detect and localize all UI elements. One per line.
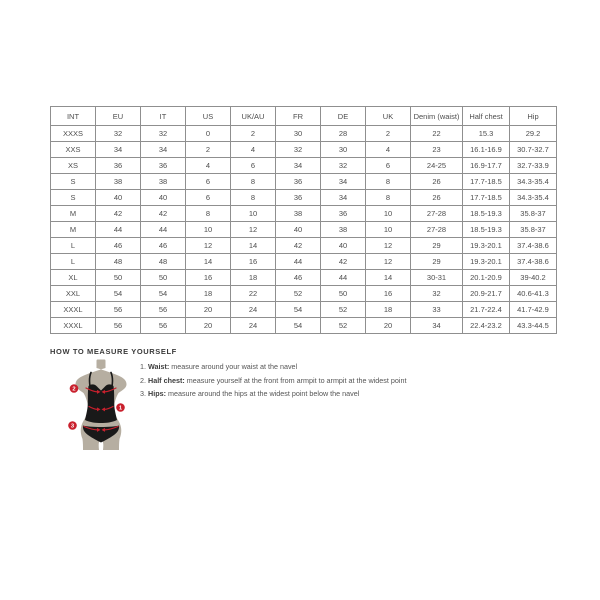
table-cell: 34	[321, 190, 366, 206]
table-cell: 24	[231, 302, 276, 318]
table-cell: 48	[96, 254, 141, 270]
column-header: EU	[96, 107, 141, 126]
table-cell: 44	[321, 270, 366, 286]
table-row	[51, 142, 557, 158]
table-cell: XXL	[51, 286, 96, 302]
table-cell: L	[51, 254, 96, 270]
table-cell: 44	[141, 222, 186, 238]
step-term: Half chest:	[148, 375, 185, 385]
step-term: Hips:	[148, 389, 166, 398]
table-cell: 32	[96, 126, 141, 142]
measurement-figure	[64, 358, 132, 454]
table-cell: 46	[276, 270, 321, 286]
measure-step	[140, 363, 470, 371]
table-cell: 43.3-44.5	[510, 318, 557, 334]
table-cell: 16.1-16.9	[463, 142, 510, 158]
table-cell: 34	[96, 142, 141, 158]
table-cell: 20.1-20.9	[463, 270, 510, 286]
table-cell: XXS	[51, 142, 96, 158]
table-cell: 54	[96, 286, 141, 302]
table-cell: 22	[411, 126, 463, 142]
table-row	[51, 190, 557, 206]
table-cell: 12	[186, 238, 231, 254]
table-cell: 34.3-35.4	[510, 174, 557, 190]
table-cell: 30-31	[411, 270, 463, 286]
table-cell: 56	[141, 318, 186, 334]
table-cell: XS	[51, 158, 96, 174]
table-cell: XL	[51, 270, 96, 286]
table-row	[51, 286, 557, 302]
table-cell: 30	[276, 126, 321, 142]
table-cell: 32	[141, 126, 186, 142]
column-header: UK/AU	[231, 107, 276, 126]
table-cell: 0	[186, 126, 231, 142]
table-cell: 32	[276, 142, 321, 158]
table-cell: 22.4-23.2	[463, 318, 510, 334]
table-cell: 38	[321, 222, 366, 238]
table-row	[51, 318, 557, 334]
measure-steps	[140, 363, 470, 404]
table-cell: 36	[321, 206, 366, 222]
size-table-head-row	[51, 107, 557, 126]
measure-step	[140, 377, 470, 385]
table-cell: 6	[366, 158, 411, 174]
table-row	[51, 206, 557, 222]
table-cell: 46	[141, 238, 186, 254]
table-cell: 20.9-21.7	[463, 286, 510, 302]
chest-badge-number: 2	[72, 386, 76, 393]
table-cell: 12	[366, 254, 411, 270]
table-cell: 54	[276, 302, 321, 318]
table-cell: 10	[186, 222, 231, 238]
column-header: IT	[141, 107, 186, 126]
table-cell: 33	[411, 302, 463, 318]
table-cell: 6	[186, 190, 231, 206]
table-cell: 6	[231, 158, 276, 174]
column-header: Half chest	[463, 107, 510, 126]
step-number: 2.	[140, 375, 148, 385]
table-cell: 18.5-19.3	[463, 222, 510, 238]
table-cell: 54	[141, 286, 186, 302]
table-cell: 44	[96, 222, 141, 238]
step-number: 3.	[140, 389, 148, 398]
table-cell: 42	[96, 206, 141, 222]
size-table-body	[51, 126, 557, 334]
table-cell: 26	[411, 174, 463, 190]
step-text: measure around the hips at the widest point below the navel	[165, 389, 360, 398]
table-cell: 16.9-17.7	[463, 158, 510, 174]
table-row	[51, 254, 557, 270]
waist-badge-number: 1	[118, 405, 123, 412]
table-cell: 42	[321, 254, 366, 270]
measure-step	[140, 390, 470, 398]
table-cell: 10	[366, 222, 411, 238]
table-cell: S	[51, 190, 96, 206]
table-row	[51, 174, 557, 190]
size-table-section	[50, 106, 556, 334]
table-cell: 29	[411, 238, 463, 254]
table-cell: 40	[276, 222, 321, 238]
table-cell: 4	[366, 142, 411, 158]
table-cell: 34.3-35.4	[510, 190, 557, 206]
table-cell: 20	[366, 318, 411, 334]
table-cell: 32	[321, 158, 366, 174]
table-cell: 34	[141, 142, 186, 158]
table-cell: 39-40.2	[510, 270, 557, 286]
table-cell: 15.3	[463, 126, 510, 142]
table-cell: 19.3-20.1	[463, 254, 510, 270]
table-cell: 35.8-37	[510, 222, 557, 238]
table-cell: XXXS	[51, 126, 96, 142]
step-term: Waist:	[148, 362, 170, 371]
table-cell: 26	[411, 190, 463, 206]
table-cell: 24-25	[411, 158, 463, 174]
table-cell: 32	[411, 286, 463, 302]
table-cell: 22	[231, 286, 276, 302]
table-cell: 52	[321, 318, 366, 334]
column-header: DE	[321, 107, 366, 126]
table-cell: 18	[366, 302, 411, 318]
table-cell: 8	[366, 190, 411, 206]
table-cell: M	[51, 206, 96, 222]
table-cell: 27-28	[411, 206, 463, 222]
column-header: INT	[51, 107, 96, 126]
table-cell: 23	[411, 142, 463, 158]
table-cell: 12	[366, 238, 411, 254]
table-cell: 24	[231, 318, 276, 334]
column-header: FR	[276, 107, 321, 126]
table-cell: 17.7-18.5	[463, 174, 510, 190]
table-cell: 40	[321, 238, 366, 254]
table-cell: 38	[276, 206, 321, 222]
table-cell: 52	[321, 302, 366, 318]
table-cell: 48	[141, 254, 186, 270]
table-row	[51, 302, 557, 318]
table-cell: 2	[366, 126, 411, 142]
table-cell: 18	[231, 270, 276, 286]
table-cell: 12	[231, 222, 276, 238]
column-header: Hip	[510, 107, 557, 126]
table-cell: 19.3-20.1	[463, 238, 510, 254]
table-cell: 8	[186, 206, 231, 222]
table-cell: 16	[231, 254, 276, 270]
table-cell: 56	[96, 318, 141, 334]
table-cell: 2	[231, 126, 276, 142]
table-row	[51, 270, 557, 286]
table-cell: 34	[321, 174, 366, 190]
step-text: measure around your waist at the navel	[169, 362, 298, 371]
mannequin-illustration	[64, 358, 132, 454]
table-cell: 8	[366, 174, 411, 190]
table-cell: 34	[411, 318, 463, 334]
measure-heading: HOW TO MEASURE YOURSELF	[50, 347, 177, 356]
table-cell: 36	[141, 158, 186, 174]
size-table	[50, 106, 557, 334]
table-cell: 52	[276, 286, 321, 302]
table-cell: 32.7-33.9	[510, 158, 557, 174]
table-cell: 20	[186, 302, 231, 318]
table-row	[51, 222, 557, 238]
table-cell: 44	[276, 254, 321, 270]
table-cell: 42	[141, 206, 186, 222]
table-cell: 30.7-32.7	[510, 142, 557, 158]
column-header: UK	[366, 107, 411, 126]
table-cell: 21.7-22.4	[463, 302, 510, 318]
table-cell: 8	[231, 190, 276, 206]
table-cell: 4	[186, 158, 231, 174]
table-cell: 29.2	[510, 126, 557, 142]
table-cell: 2	[186, 142, 231, 158]
table-cell: 30	[321, 142, 366, 158]
table-cell: 14	[186, 254, 231, 270]
table-cell: 14	[366, 270, 411, 286]
table-cell: 16	[186, 270, 231, 286]
table-cell: 20	[186, 318, 231, 334]
table-cell: XXXL	[51, 302, 96, 318]
table-cell: XXXL	[51, 318, 96, 334]
table-cell: 46	[96, 238, 141, 254]
column-header: US	[186, 107, 231, 126]
table-cell: 42	[276, 238, 321, 254]
table-cell: 27-28	[411, 222, 463, 238]
table-cell: 36	[276, 190, 321, 206]
step-text: measure yourself at the front from armpit to armpit at the widest point	[184, 375, 407, 385]
table-cell: 36	[96, 158, 141, 174]
table-cell: 34	[276, 158, 321, 174]
table-row	[51, 126, 557, 142]
table-cell: S	[51, 174, 96, 190]
table-cell: 38	[96, 174, 141, 190]
table-cell: 40	[141, 190, 186, 206]
table-cell: 14	[231, 238, 276, 254]
table-cell: L	[51, 238, 96, 254]
table-cell: 50	[141, 270, 186, 286]
table-cell: 37.4-38.6	[510, 254, 557, 270]
table-cell: 37.4-38.6	[510, 238, 557, 254]
table-cell: 40.6-41.3	[510, 286, 557, 302]
table-cell: 38	[141, 174, 186, 190]
hips-badge-number: 3	[70, 423, 75, 430]
table-cell: 10	[231, 206, 276, 222]
table-cell: 56	[141, 302, 186, 318]
table-cell: 4	[231, 142, 276, 158]
table-cell: 40	[96, 190, 141, 206]
table-cell: 17.7-18.5	[463, 190, 510, 206]
table-cell: 36	[276, 174, 321, 190]
table-row	[51, 158, 557, 174]
table-cell: M	[51, 222, 96, 238]
step-number: 1.	[140, 362, 148, 371]
table-cell: 54	[276, 318, 321, 334]
table-cell: 16	[366, 286, 411, 302]
table-row	[51, 238, 557, 254]
table-cell: 18	[186, 286, 231, 302]
table-cell: 35.8-37	[510, 206, 557, 222]
table-cell: 8	[231, 174, 276, 190]
table-cell: 41.7-42.9	[510, 302, 557, 318]
table-cell: 18.5-19.3	[463, 206, 510, 222]
table-cell: 10	[366, 206, 411, 222]
table-cell: 56	[96, 302, 141, 318]
table-cell: 50	[96, 270, 141, 286]
table-cell: 50	[321, 286, 366, 302]
table-cell: 29	[411, 254, 463, 270]
column-header: Denim (waist)	[411, 107, 463, 126]
table-cell: 6	[186, 174, 231, 190]
table-cell: 28	[321, 126, 366, 142]
